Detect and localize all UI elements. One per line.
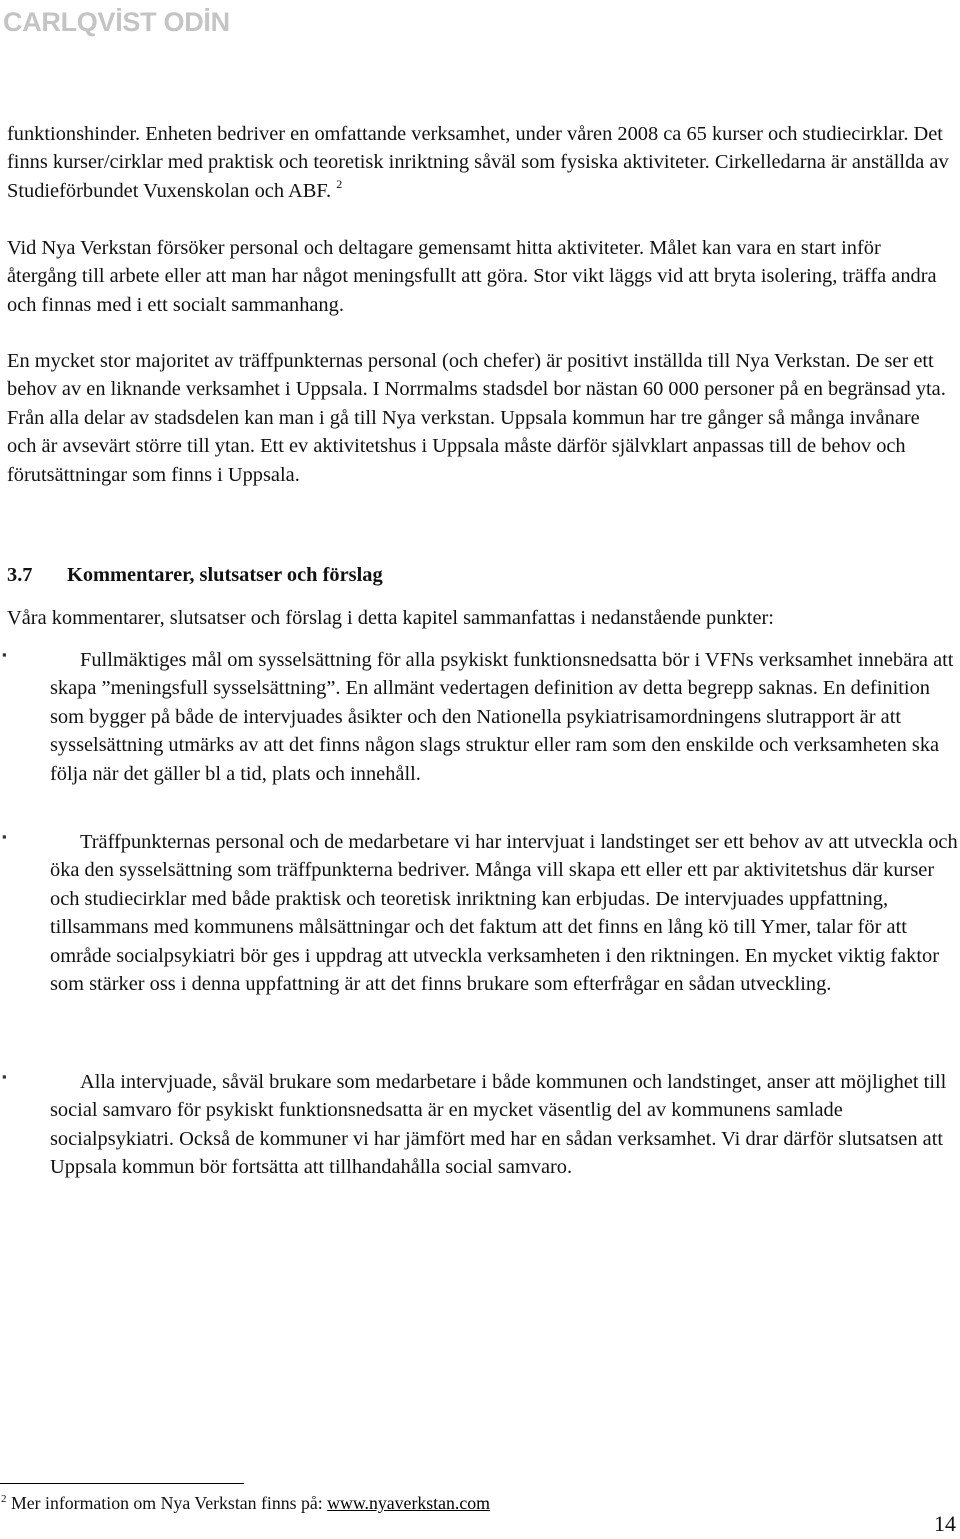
- footnote-link[interactable]: www.nyaverkstan.com: [327, 1493, 490, 1513]
- bullet-text: Träffpunkternas personal och de medarbetare vi har intervjuat i landstinget ser ett behov av att utveckla och öka den sysselsättning som träffpunkterna bedriver. Många vill skapa ett eller ett par aktivitetshus där kurser och studiecirklar med både praktisk och teoretisk inriktning kan erbjudas. De intervjuades uppfattning, tillsammans med kommunens målsättningar och det faktum att det finns en lång kö till Ymer, talar för att område socialpsykiatri bör ges i uppdrag att utveckla verksamheten i den riktningen. En mycket viktig faktor som stärker oss i denna uppfattning är att det finns brukare som efterfrågar en sådan utveckling.: [50, 831, 958, 996]
- bullet-item: [50, 646, 960, 788]
- footnote-number: 2: [1, 1493, 7, 1505]
- section-number: 3.7: [7, 564, 33, 586]
- paragraph-activities: [7, 120, 952, 205]
- section-intro: Våra kommentarer, slutsatser och förslag i detta kapitel sammanfattas i nedanstående punkter:: [7, 607, 774, 629]
- section-title: Kommentarer, slutsatser och förslag: [67, 564, 383, 586]
- company-logo: CARLQVİST ODİN: [3, 7, 230, 37]
- bullet-square-icon: ▪: [2, 647, 7, 662]
- footnote-ref[interactable]: 2: [336, 176, 343, 191]
- bullet-item: [50, 1068, 960, 1182]
- bullet-text: Fullmäktiges mål om sysselsättning för alla psykiskt funktionsnedsatta bör i VFNs verksamhet innebära att skapa ”meningsfull sysselsättning”. En allmänt vedertagen definition av detta begrepp saknas. En definition som bygger på både de intervjuades åsikter och den Nationella psykiatrisamordningens slutrapport är att sysselsättning utmärks av att det finns någon slags struktur eller ram som den enskilde och verksamheten ska följa när det gäller bl a tid, plats och innehåll.: [50, 649, 954, 785]
- paragraph-majority: En mycket stor majoritet av träffpunkternas personal (och chefer) är positivt inställda till Nya Verkstan. De ser ett behov av en liknande verksamhet i Uppsala. I Norrmalms stadsdel bor nästan 60 000 personer på en begränsad yta. Från alla delar av stadsdelen kan man i gå till Nya verkstan. Uppsala kommun har tre gånger så många invånare och är avsevärt större till ytan. Ett ev aktivitetshus i Uppsala måste därför självklart anpassas till de behov och förutsättningar som finns i Uppsala.: [7, 350, 946, 486]
- paragraph-text: funktionshinder. Enheten bedriver en omfattande verksamhet, under våren 2008 ca 65 kurser och studiecirklar. Det finns kurser/cirklar med praktisk och teoretisk inriktning såväl som fysiska aktiviteter. Cirkelledarna är anställda av Studieförbundet Vuxenskolan och ABF.: [7, 123, 949, 202]
- bullet-item: [50, 828, 960, 998]
- footnote-text: Mer information om Nya Verkstan finns på:: [10, 1493, 328, 1513]
- bullet-square-icon: ▪: [2, 829, 7, 844]
- bullet-text: Alla intervjuade, såväl brukare som medarbetare i både kommunen och landstinget, anser att möjlighet till social samvaro för psykiskt funktionsnedsatta är en mycket väsentlig del av kommunens samlade socialpsykiatri. Också de kommuner vi har jämfört med har en sådan verksamhet. Vi drar därför slutsatsen att Uppsala kommun bör fortsätta att tillhandahålla social samvaro.: [50, 1071, 947, 1179]
- bullet-square-icon: ▪: [2, 1069, 7, 1084]
- paragraph-nya-verkstan: Vid Nya Verkstan försöker personal och deltagare gemensamt hitta aktiviteter. Målet kan vara en start inför återgång till arbete eller att man har något meningsfullt att göra. Stor vikt läggs vid att bryta isolering, träffa andra och finnas med i ett socialt sammanhang.: [7, 237, 937, 316]
- footnote-separator: [0, 1483, 244, 1484]
- page-number: 14: [934, 1511, 956, 1536]
- footnote: [1, 1492, 490, 1514]
- section-heading: [7, 560, 383, 590]
